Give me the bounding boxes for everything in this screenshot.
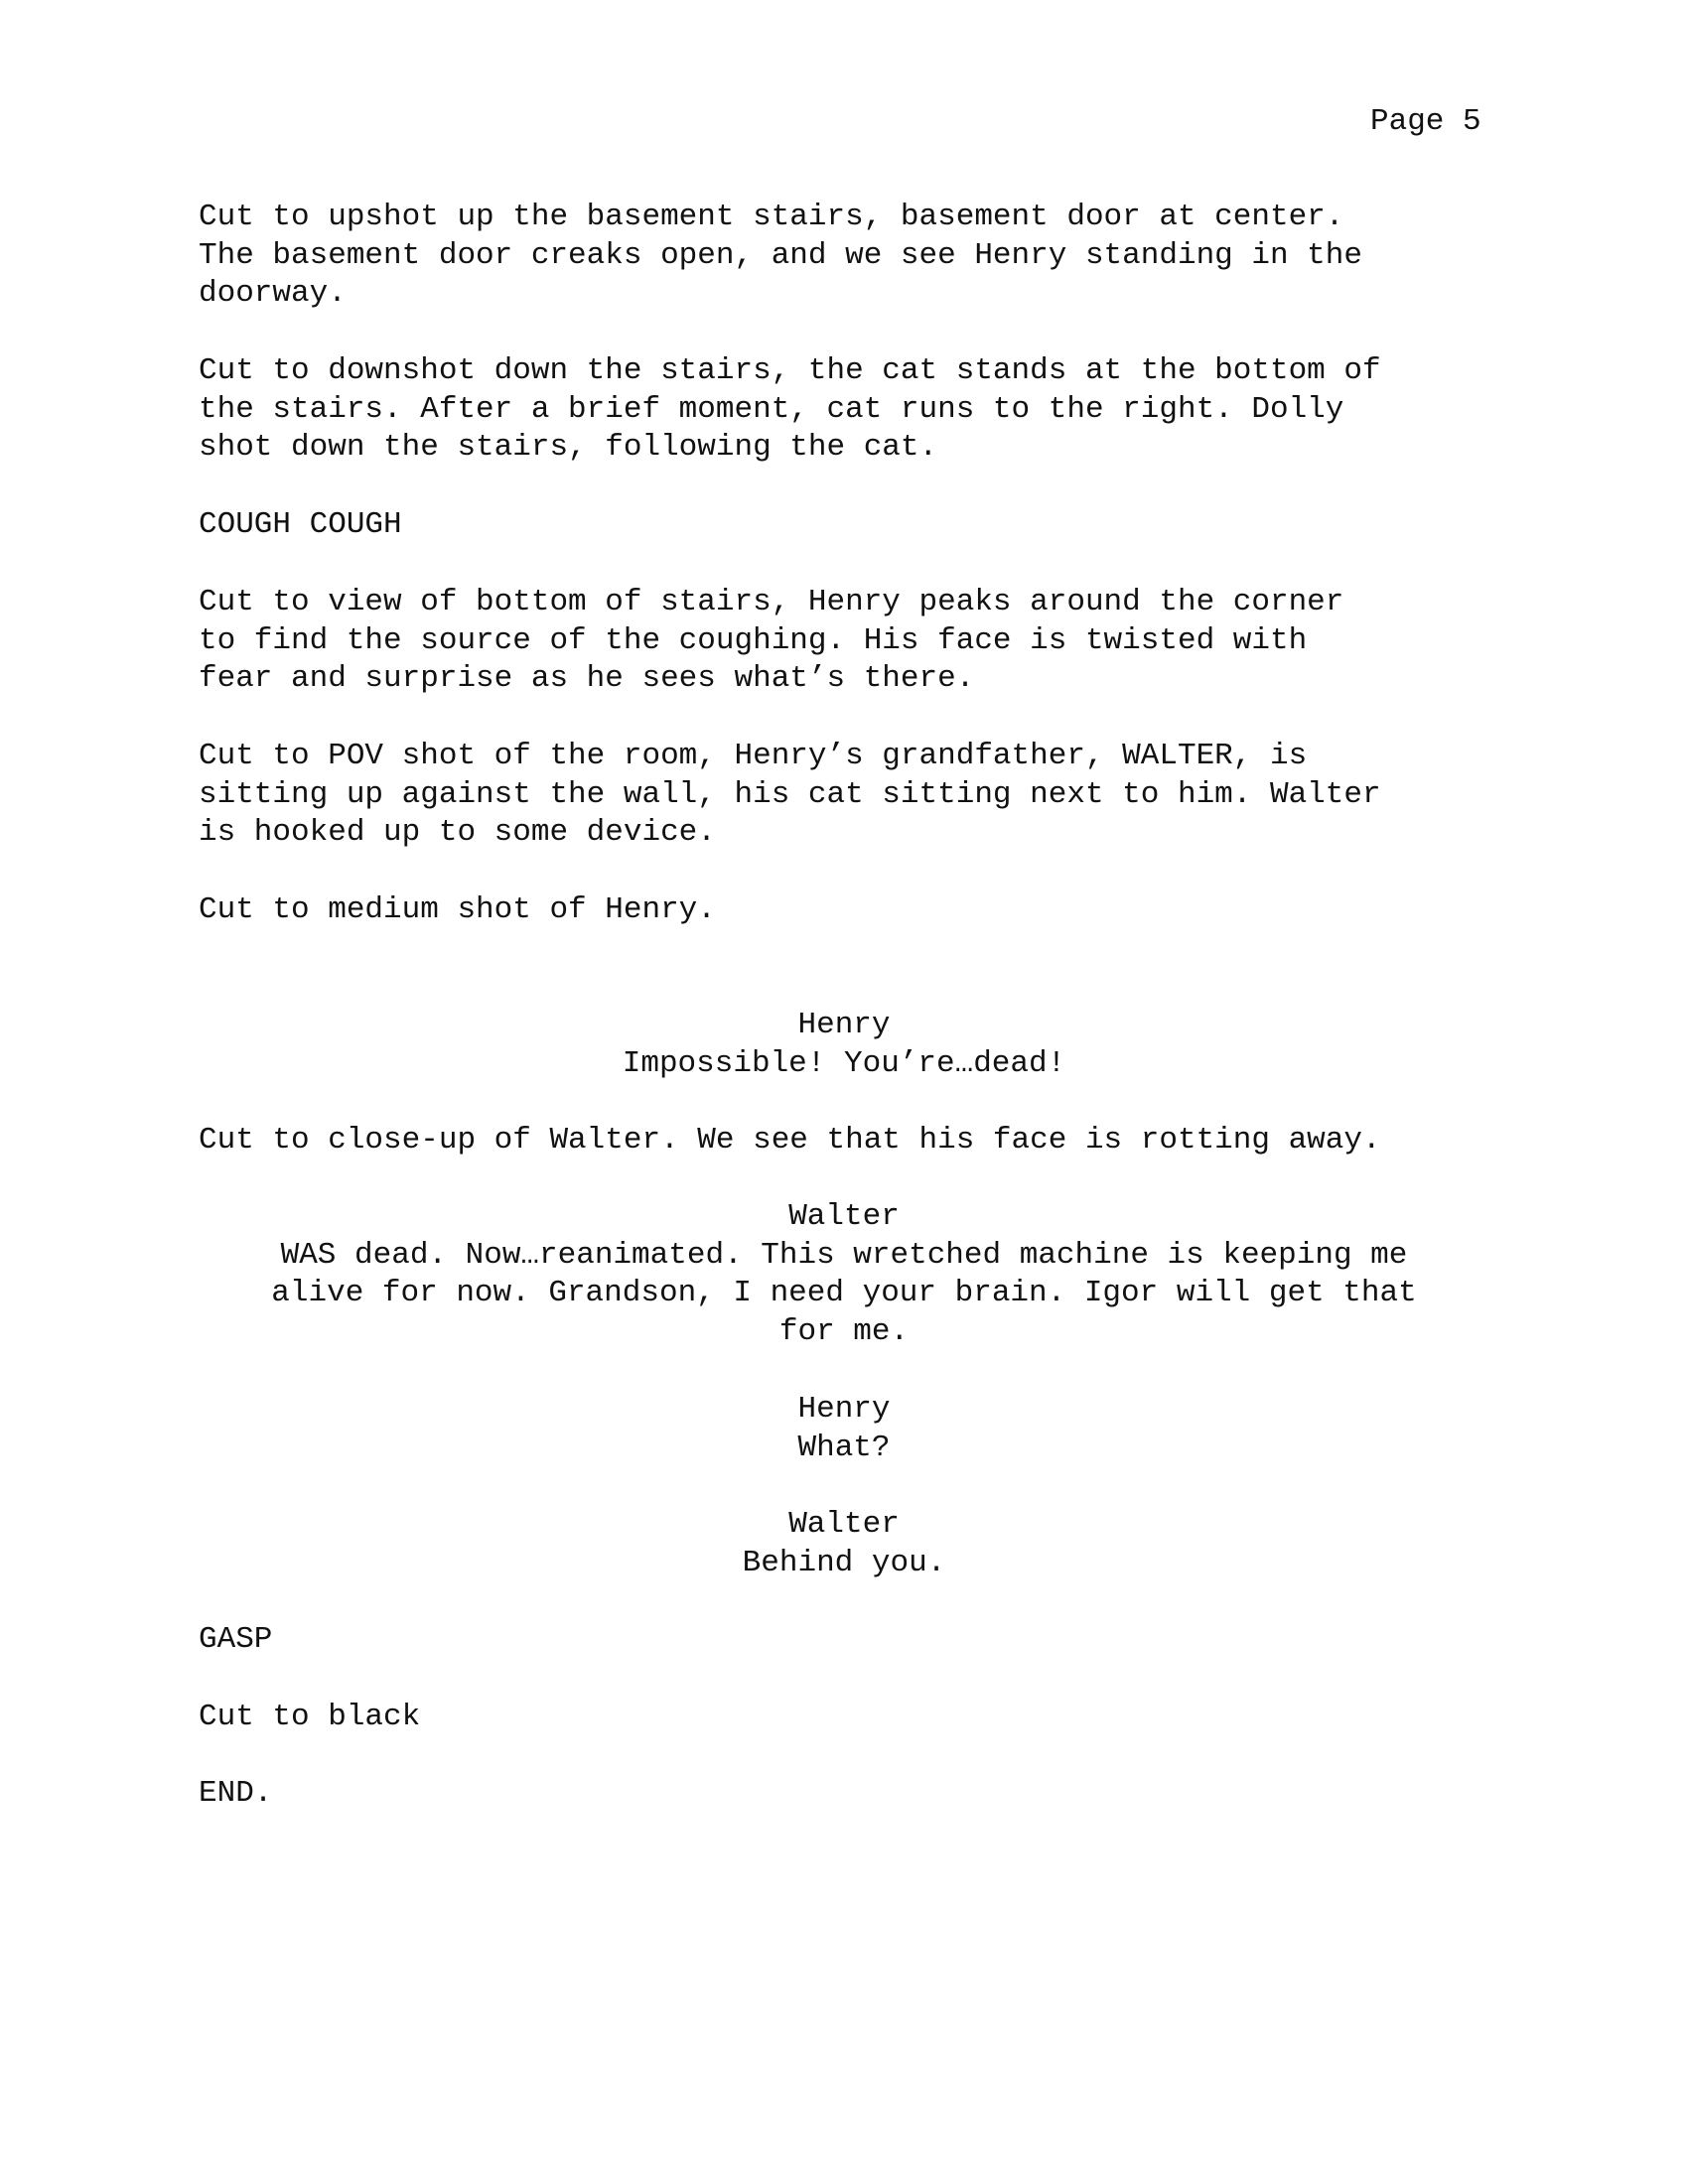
end-marker: END. — [199, 1776, 273, 1811]
page-number: Page 5 — [1370, 104, 1481, 139]
dialogue-line: WAS dead. Now…reanimated. This wretched machine is keeping me — [280, 1237, 1408, 1273]
sound-cue-gasp: GASP — [199, 1622, 273, 1657]
character-name: Walter — [788, 1199, 900, 1234]
dialogue-line: What? — [797, 1430, 891, 1465]
character-name: Walter — [788, 1507, 900, 1542]
action-paragraph-1 — [199, 199, 1362, 314]
dialogue-walter-2 — [199, 1506, 1489, 1582]
character-name: Henry — [797, 1008, 891, 1042]
action-paragraph-2 — [199, 352, 1381, 468]
dialogue-line: alive for now. Grandson, I need your brain. Igor will get that — [271, 1276, 1417, 1311]
action-paragraph-7: Cut to black — [199, 1700, 421, 1734]
action-paragraph-6: Cut to close-up of Walter. We see that his face is rotting away. — [199, 1123, 1381, 1158]
dialogue-line: Impossible! You’re…dead! — [622, 1045, 1066, 1081]
dialogue-line: for me. — [778, 1313, 910, 1349]
action-paragraph-4 — [199, 738, 1381, 853]
action-line: fear and surprise as he sees what’s there. — [199, 661, 975, 697]
action-line: sitting up against the wall, his cat sitting next to him. Walter — [199, 776, 1381, 812]
action-line: to find the source of the coughing. His face is twisted with — [199, 622, 1308, 658]
dialogue-line: Behind you. — [742, 1545, 946, 1580]
sound-cue-cough: COUGH COUGH — [199, 507, 402, 542]
action-paragraph-3 — [199, 584, 1343, 699]
action-line: doorway. — [199, 276, 347, 312]
action-line: Cut to upshot up the basement stairs, basement door at center. — [199, 200, 1344, 234]
dialogue-henry-2 — [199, 1391, 1489, 1467]
dialogue-walter-1 — [199, 1198, 1489, 1351]
action-line: Cut to view of bottom of stairs, Henry peaks around the corner — [199, 585, 1344, 619]
action-line: Cut to POV shot of the room, Henry’s grandfather, WALTER, is — [199, 739, 1308, 773]
action-line: The basement door creaks open, and we see Henry standing in the — [199, 237, 1362, 273]
dialogue-henry-1 — [199, 1007, 1489, 1083]
action-line: shot down the stairs, following the cat. — [199, 430, 938, 466]
action-line: is hooked up to some device. — [199, 815, 716, 851]
action-paragraph-5: Cut to medium shot of Henry. — [199, 892, 716, 927]
action-line: Cut to downshot down the stairs, the cat stands at the bottom of — [199, 353, 1381, 388]
action-line: the stairs. After a brief moment, cat runs to the right. Dolly — [199, 391, 1344, 427]
character-name: Henry — [797, 1392, 891, 1427]
